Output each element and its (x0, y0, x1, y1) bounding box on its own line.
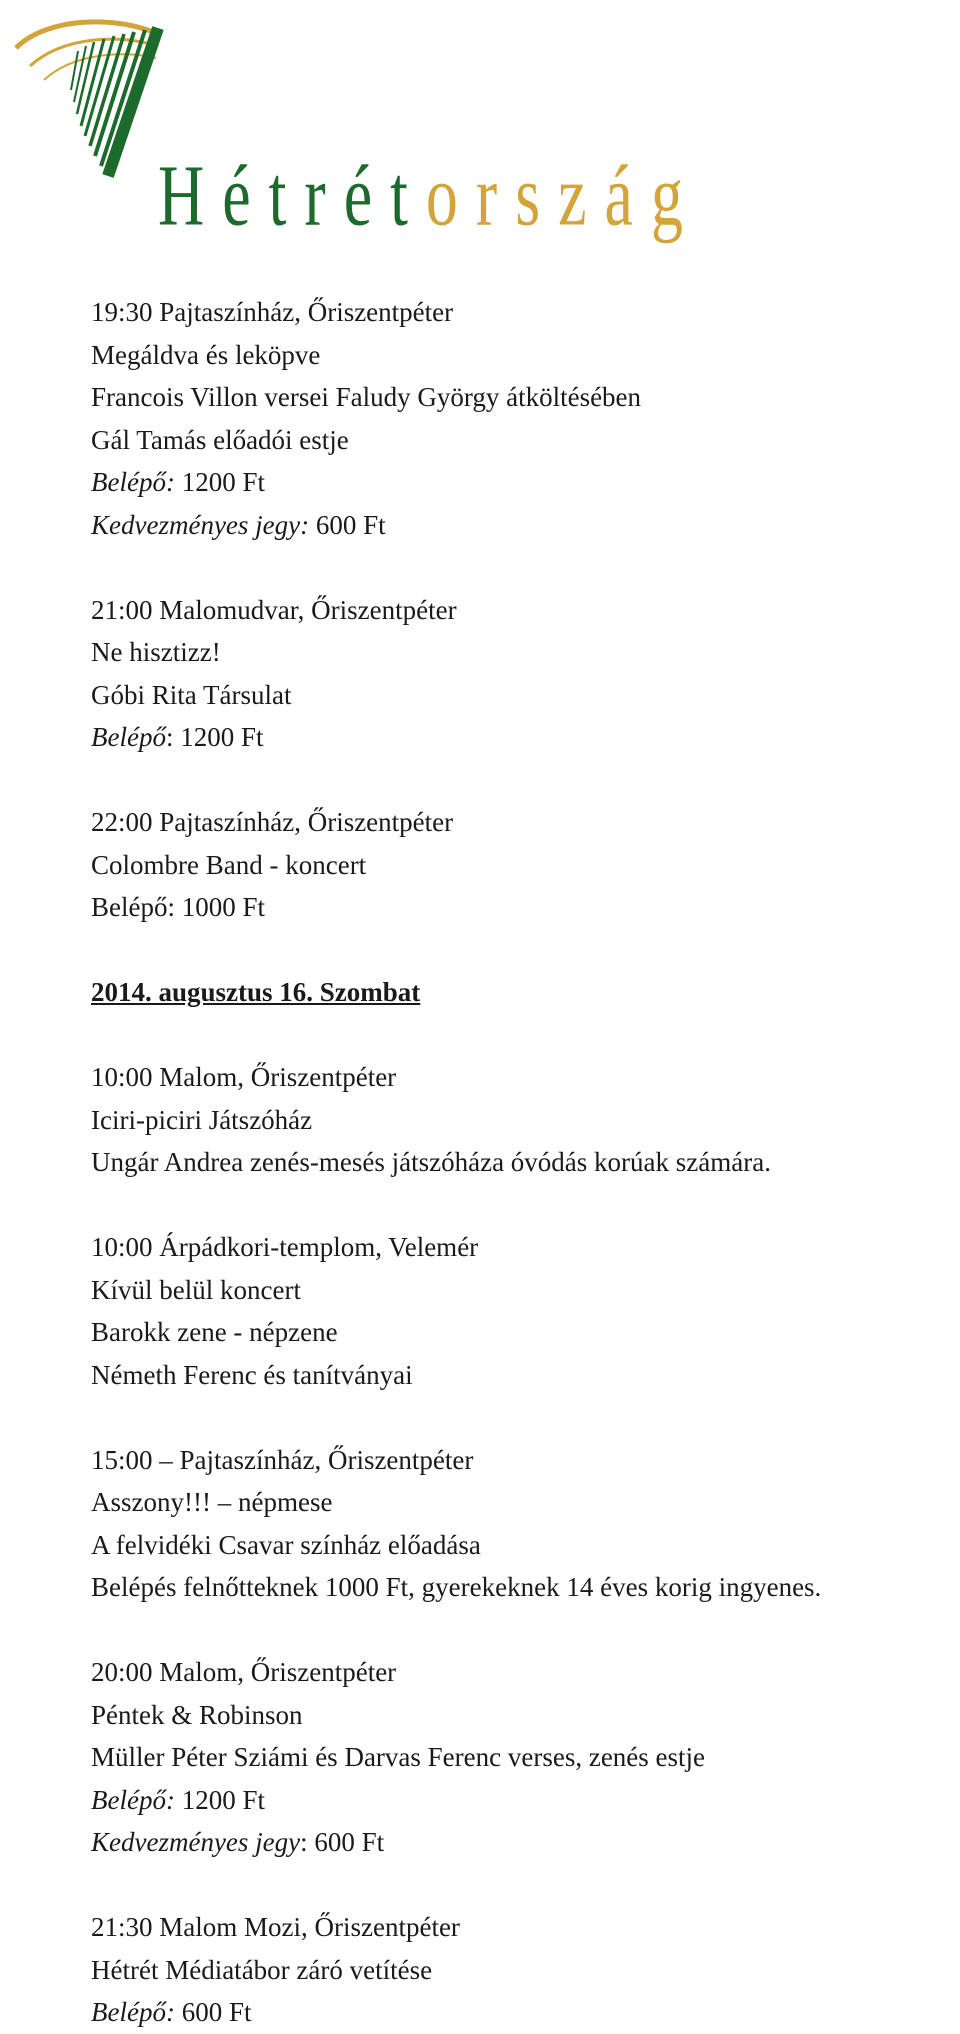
program-block (91, 1651, 951, 1864)
ticket-price (91, 1821, 951, 1864)
program-block (91, 291, 951, 546)
ticket-price-label: Belépő: (91, 467, 175, 497)
ticket-price (91, 716, 951, 759)
ticket-price (91, 504, 951, 547)
date-heading (91, 971, 951, 1014)
hetretorszag-logo (8, 6, 701, 244)
block-spacer (91, 1609, 951, 1652)
logo-wordmark-gold: ország (425, 147, 701, 244)
event-detail: Barokk zene - népzene (91, 1317, 338, 1347)
block-spacer (91, 1864, 951, 1907)
ticket-price (91, 1779, 951, 1822)
logo-wordmark-green: Hétrét (158, 147, 426, 244)
ticket-price-value: 600 Ft (309, 509, 386, 540)
block-spacer (91, 1014, 951, 1057)
block-spacer (91, 759, 951, 802)
logo-wordmark (158, 146, 701, 246)
event-detail: Müller Péter Sziámi és Darvas Ferenc verses, zenés estje (91, 1742, 706, 1772)
event-detail: Iciri-piciri Játszóház (91, 1104, 313, 1135)
program-block (91, 1226, 951, 1396)
ticket-price-label: Belépő (91, 722, 166, 752)
event-detail: Gál Tamás előadói estje (91, 424, 349, 455)
ticket-price-label: Belépő: (91, 1784, 175, 1815)
event-detail: Megáldva és leköpve (91, 339, 321, 370)
event-detail: Asszony!!! – népmese (91, 1487, 333, 1517)
event-detail: Németh Ferenc és tanítványai (91, 1359, 413, 1390)
ticket-price-value: 1200 Ft (174, 1784, 265, 1815)
block-spacer (91, 546, 951, 589)
ticket-price-label: Kedvezményes jegy: (91, 509, 310, 540)
event-detail: Colombre Band - koncert (91, 849, 367, 880)
ticket-price-value: : 1200 Ft (165, 722, 264, 752)
ticket-price-label: Kedvezményes jegy (91, 1827, 301, 1857)
ticket-price-value: 1200 Ft (174, 467, 265, 497)
event-detail: Belépő: 1000 Ft (91, 892, 265, 922)
ticket-price-value: : 600 Ft (300, 1827, 385, 1857)
event-time-venue: 10:00 Malom, Őriszentpéter (91, 1062, 397, 1092)
date-heading-text: 2014. augusztus 16. Szombat (91, 977, 421, 1007)
program-block (91, 1439, 951, 1609)
event-detail: Ungár Andrea zenés-mesés játszóháza óvódás korúak számára. (91, 1147, 771, 1177)
block-spacer (91, 1396, 951, 1439)
event-time-venue: 19:30 Pajtaszínház, Őriszentpéter (91, 297, 454, 327)
program-schedule (91, 291, 951, 2034)
event-detail: A felvidéki Csavar színház előadása (91, 1529, 481, 1560)
event-time-venue: 21:00 Malomudvar, Őriszentpéter (91, 594, 457, 625)
program-block (91, 1906, 951, 2034)
program-block (91, 1056, 951, 1184)
event-detail: Francois Villon versei Faludy György átköltésében (91, 382, 642, 412)
program-block (91, 971, 951, 1014)
ticket-price-label: Belépő: (91, 1997, 175, 2027)
event-detail: Kívül belül koncert (91, 1274, 301, 1305)
event-detail: Belépés felnőtteknek 1000 Ft, gyerekeknek 14 éves korig ingyenes. (91, 1572, 822, 1602)
event-time-venue: 20:00 Malom, Őriszentpéter (91, 1657, 397, 1687)
ticket-price (91, 1991, 951, 2034)
event-time-venue: 10:00 Árpádkori-templom, Velemér (91, 1232, 479, 1262)
program-block (91, 589, 951, 759)
program-block (91, 801, 951, 929)
event-detail: Hétrét Médiatábor záró vetítése (91, 1954, 433, 1985)
event-time-venue: 22:00 Pajtaszínház, Őriszentpéter (91, 807, 454, 837)
event-detail: Góbi Rita Társulat (91, 679, 292, 710)
ticket-price (91, 461, 951, 504)
event-detail: Péntek & Robinson (91, 1699, 303, 1730)
block-spacer (91, 929, 951, 972)
event-time-venue: 21:30 Malom Mozi, Őriszentpéter (91, 1912, 460, 1942)
ticket-price-value: 600 Ft (174, 1997, 252, 2027)
event-detail: Ne hisztizz! (91, 637, 221, 667)
event-time-venue: 15:00 – Pajtaszínház, Őriszentpéter (91, 1444, 474, 1475)
block-spacer (91, 1184, 951, 1227)
